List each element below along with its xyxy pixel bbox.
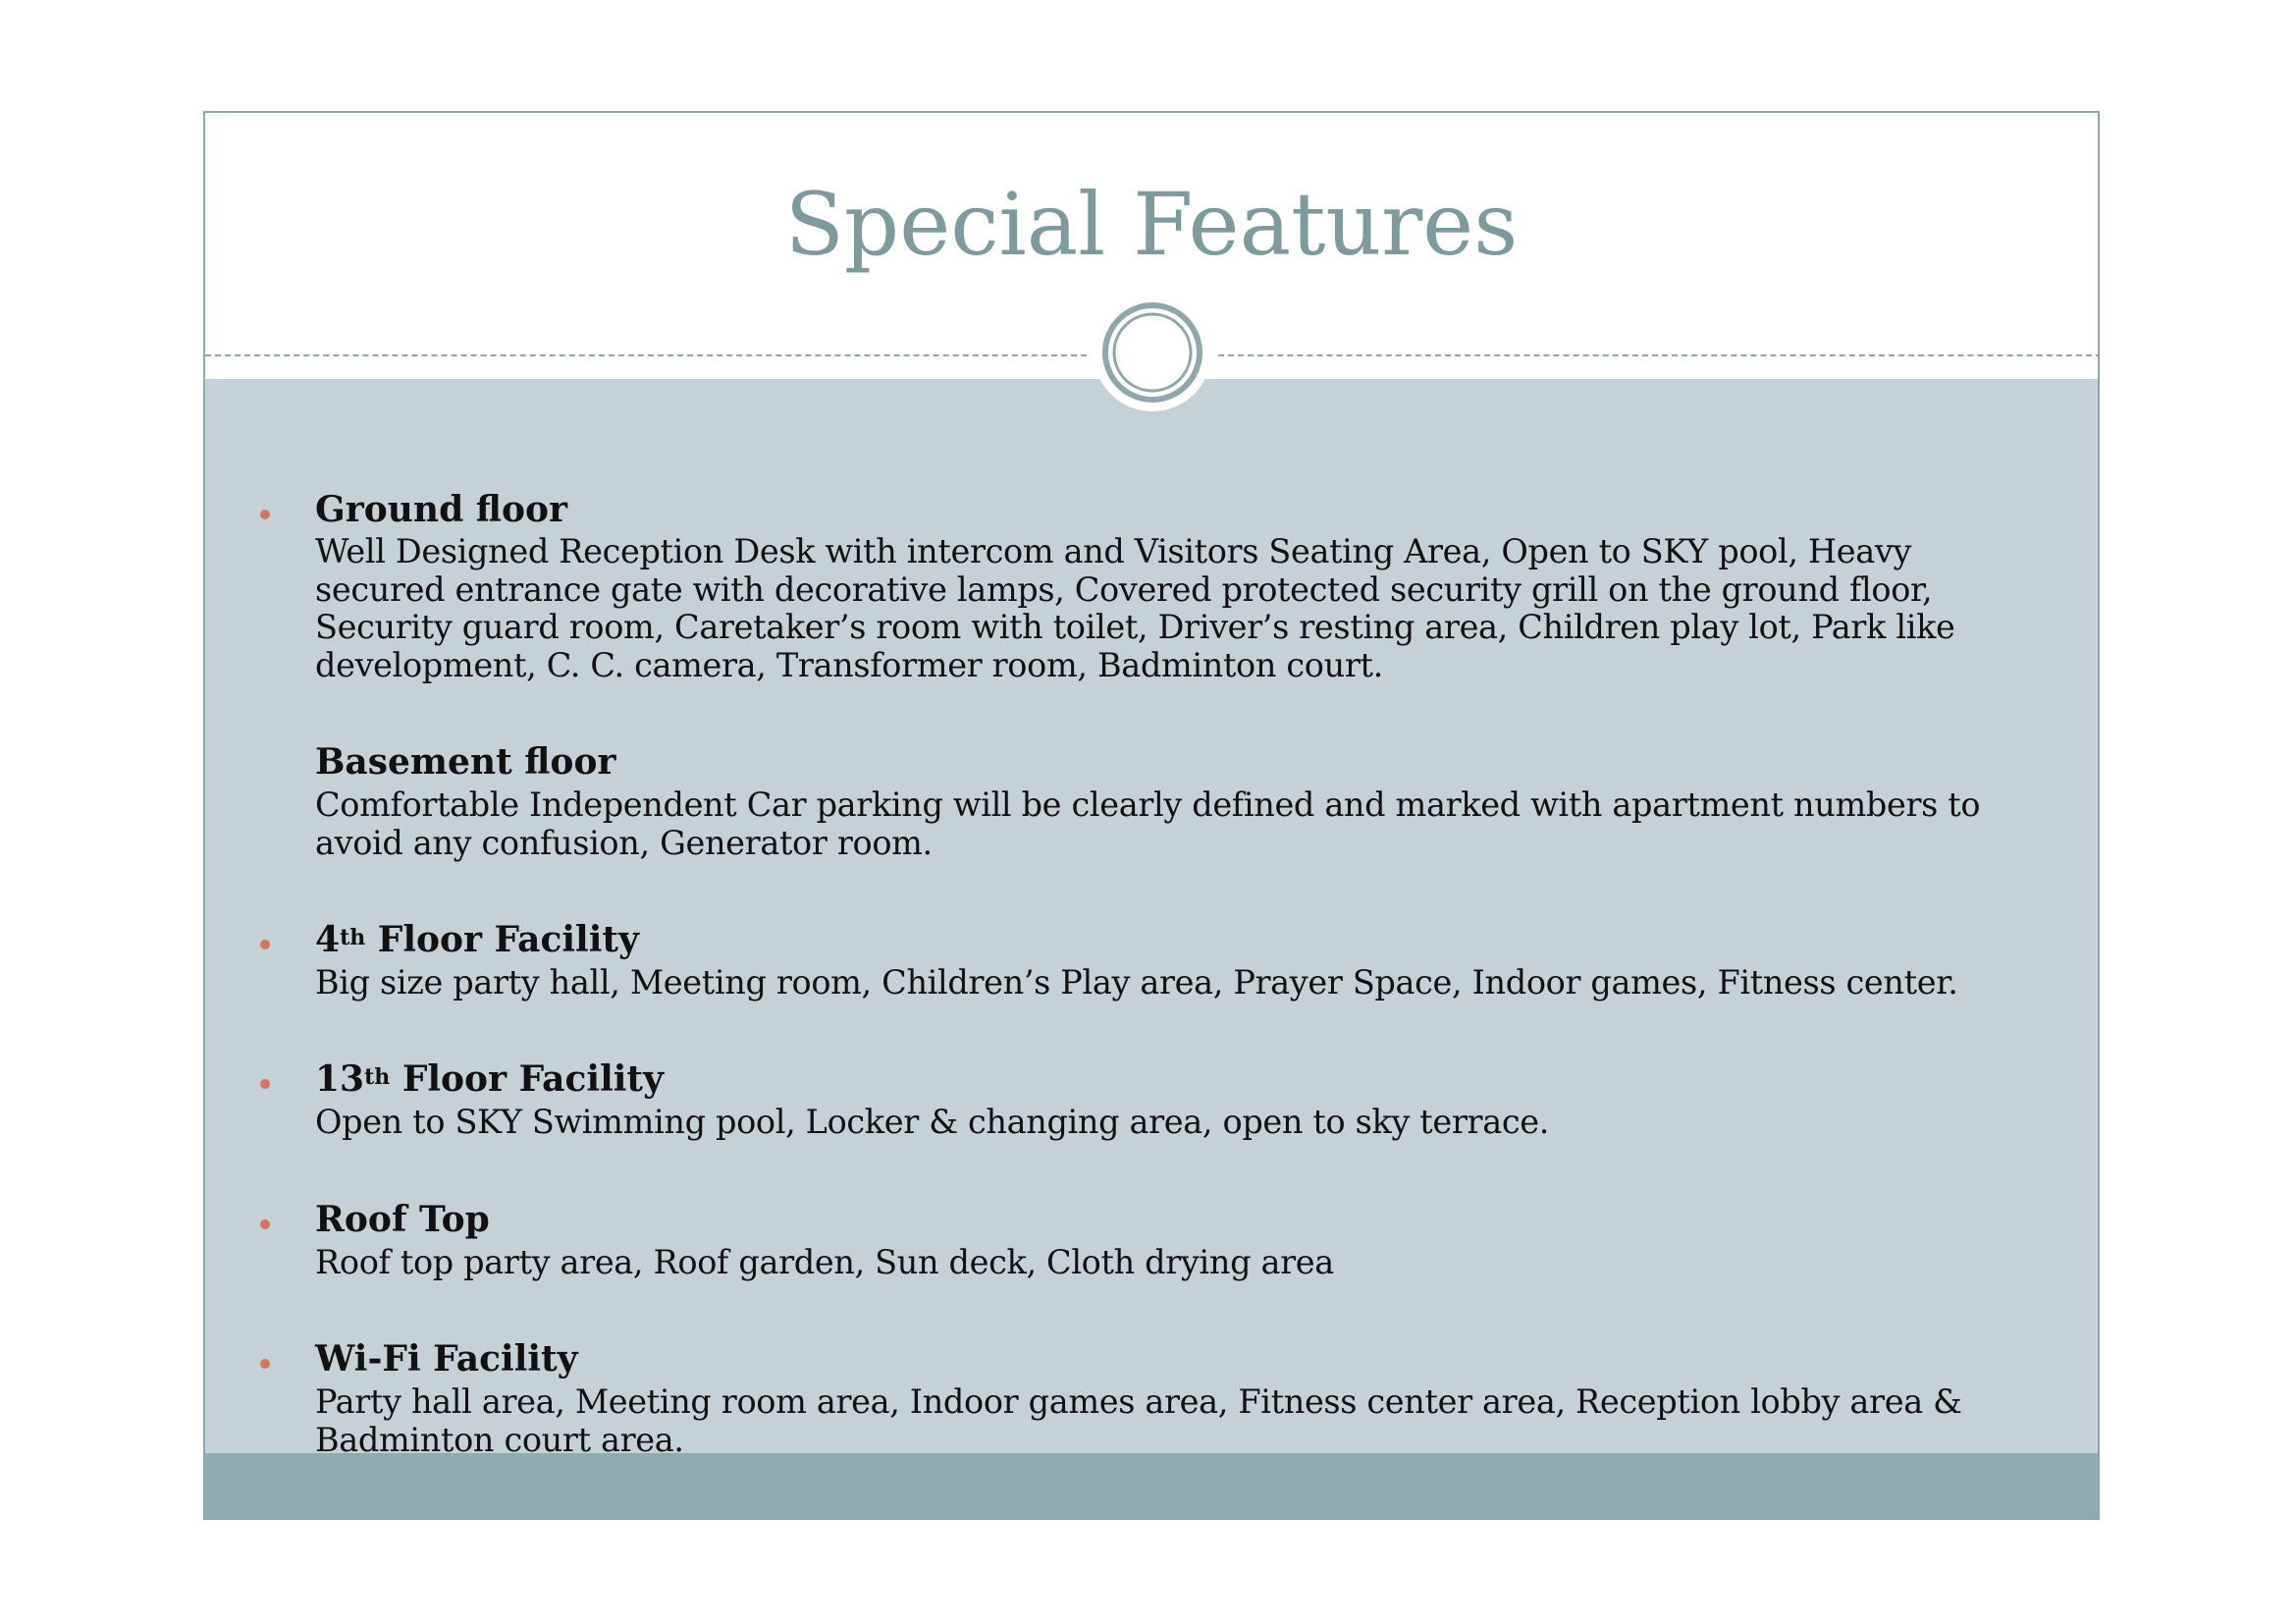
heading-number: 13 — [315, 1058, 365, 1100]
bullet-icon — [260, 940, 270, 949]
heading-text: Floor Facility — [365, 919, 639, 960]
bullet-icon — [260, 1079, 270, 1089]
feature-description: Party hall area, Meeting room area, Indoor games area, Fitness center area, Reception lobby area & Badminton court area. — [315, 1382, 1962, 1459]
circle-ornament-icon — [1090, 290, 1215, 415]
divider-right — [1218, 354, 2100, 356]
feature-description: Roof top party area, Roof garden, Sun deck, Cloth drying area — [315, 1243, 1334, 1281]
feature-heading — [315, 920, 639, 959]
feature-heading: Roof Top — [315, 1199, 490, 1240]
slide — [203, 111, 2100, 1520]
heading-ordinal: th — [340, 925, 366, 950]
feature-description: Comfortable Independent Car parking will be clearly defined and marked with apartment numbers to avoid any confusion, Generator room. — [315, 785, 1981, 862]
feature-heading: Ground floor — [315, 489, 567, 530]
bullet-icon — [260, 1359, 270, 1369]
heading-ordinal: th — [364, 1064, 391, 1090]
feature-heading: Wi-Fi Facility — [315, 1338, 578, 1380]
feature-heading — [315, 1059, 664, 1099]
feature-description: Well Designed Reception Desk with intercom and Visitors Seating Area, Open to SKY pool, Heavy secured entrance gate with decorative lamps, Covered protected security grill on the ground floor, Security guard room, Caretaker’s room with toilet, Driver’s resting area, Children play lot, Park like development, C. C. camera, Transformer room, Badminton court. — [315, 532, 1955, 684]
footer-band — [205, 1453, 2098, 1520]
slide-title: Special Features — [784, 174, 1519, 275]
heading-text: Floor Facility — [390, 1058, 664, 1100]
heading-number: 4 — [315, 919, 341, 960]
divider-left — [205, 354, 1087, 356]
bullet-icon — [260, 510, 270, 519]
feature-description: Open to SKY Swimming pool, Locker & changing area, open to sky terrace. — [315, 1103, 1550, 1141]
feature-heading: Basement floor — [315, 741, 616, 783]
bullet-icon — [260, 1219, 270, 1229]
feature-description: Big size party hall, Meeting room, Children’s Play area, Prayer Space, Indoor games, Fitness center. — [315, 963, 1958, 1001]
